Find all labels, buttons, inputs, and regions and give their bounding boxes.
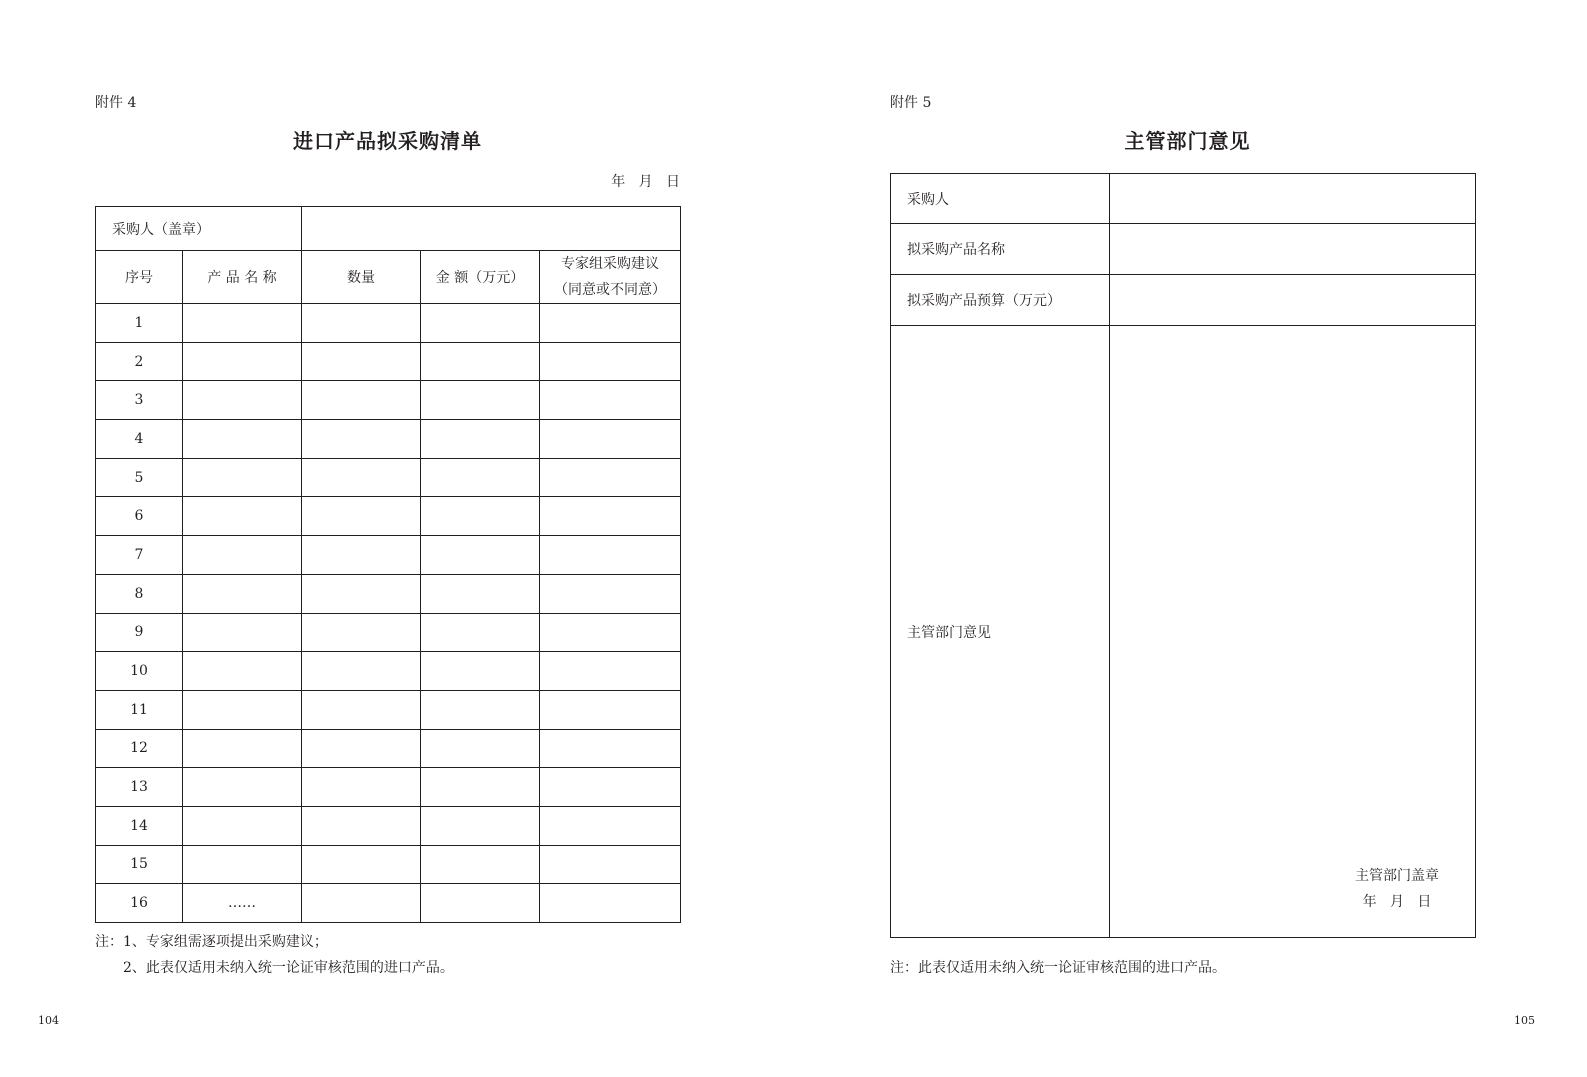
table-row (96, 845, 681, 884)
opinion-row (891, 326, 1476, 938)
row-amount[interactable] (421, 574, 540, 613)
row-quantity[interactable] (302, 690, 421, 729)
row-amount[interactable] (421, 806, 540, 845)
row-amount[interactable] (421, 884, 540, 923)
row-amount[interactable] (421, 613, 540, 652)
row-serial: 5 (96, 458, 183, 497)
row-quantity[interactable] (302, 806, 421, 845)
table-row (96, 690, 681, 729)
row-serial: 6 (96, 497, 183, 536)
table-row (96, 729, 681, 768)
row-amount[interactable] (421, 690, 540, 729)
row-serial: 12 (96, 729, 183, 768)
note-right: 注：此表仅适用未纳入统一论证审核范围的进口产品。 (890, 960, 1226, 976)
row-product-name[interactable] (183, 381, 302, 420)
procurement-list-table (95, 206, 681, 923)
row-expert-advice[interactable] (540, 536, 681, 575)
row-product-name[interactable] (183, 690, 302, 729)
row-serial: 10 (96, 652, 183, 691)
purchaser-label: 采购人（盖章） (96, 207, 302, 251)
table-row (96, 458, 681, 497)
row-amount[interactable] (421, 729, 540, 768)
row-serial: 15 (96, 845, 183, 884)
date-line-left: 年 月 日 (611, 174, 680, 190)
header-amount: 金 额（万元） (421, 251, 540, 304)
row-quantity[interactable] (302, 381, 421, 420)
row-serial: 3 (96, 381, 183, 420)
row-expert-advice[interactable] (540, 497, 681, 536)
header-serial: 序号 (96, 251, 183, 304)
row-quantity[interactable] (302, 652, 421, 691)
row-expert-advice[interactable] (540, 420, 681, 459)
purchaser-label-right: 采购人 (891, 174, 1110, 224)
row-amount[interactable] (421, 845, 540, 884)
row-quantity[interactable] (302, 574, 421, 613)
purchaser-row-right (891, 174, 1476, 224)
annex-label-4: 附件 4 (95, 95, 137, 111)
table-row (96, 536, 681, 575)
opinion-label: 主管部门意见 (891, 326, 1110, 938)
table-row (96, 342, 681, 381)
row-product-name[interactable] (183, 845, 302, 884)
annex-label-5: 附件 5 (890, 95, 932, 111)
row-expert-advice[interactable] (540, 652, 681, 691)
row-expert-advice[interactable] (540, 574, 681, 613)
row-quantity[interactable] (302, 536, 421, 575)
header-expert-advice-line2: （同意或不同意） (554, 282, 666, 298)
budget-value[interactable] (1110, 275, 1476, 326)
product-name-row (891, 224, 1476, 275)
row-expert-advice[interactable] (540, 690, 681, 729)
row-expert-advice[interactable] (540, 884, 681, 923)
table-row (96, 613, 681, 652)
page-title-left: 进口产品拟采购清单 (293, 129, 482, 153)
row-quantity[interactable] (302, 845, 421, 884)
purchaser-value-cell[interactable] (302, 207, 681, 251)
row-product-name[interactable] (183, 420, 302, 459)
row-quantity[interactable] (302, 884, 421, 923)
row-amount[interactable] (421, 768, 540, 807)
note-line-2: 2、此表仅适用未纳入统一论证审核范围的进口产品。 (123, 960, 454, 976)
row-quantity[interactable] (302, 729, 421, 768)
row-amount[interactable] (421, 652, 540, 691)
header-expert-advice (540, 251, 681, 304)
row-expert-advice[interactable] (540, 381, 681, 420)
row-expert-advice[interactable] (540, 768, 681, 807)
row-product-name[interactable] (183, 458, 302, 497)
row-quantity[interactable] (302, 497, 421, 536)
row-amount[interactable] (421, 420, 540, 459)
table-row (96, 497, 681, 536)
row-serial: 7 (96, 536, 183, 575)
row-quantity[interactable] (302, 342, 421, 381)
product-name-value[interactable] (1110, 224, 1476, 275)
table-row (96, 884, 681, 923)
seal-label: 主管部门盖章 (1355, 868, 1439, 884)
row-serial: 2 (96, 342, 183, 381)
row-product-name[interactable] (183, 613, 302, 652)
purchaser-value-right[interactable] (1110, 174, 1476, 224)
seal-block (1355, 863, 1439, 915)
table-row (96, 304, 681, 343)
row-product-name[interactable] (183, 574, 302, 613)
row-amount[interactable] (421, 381, 540, 420)
table-row (96, 806, 681, 845)
row-amount[interactable] (421, 536, 540, 575)
row-quantity[interactable] (302, 420, 421, 459)
row-product-name[interactable] (183, 536, 302, 575)
row-serial: 1 (96, 304, 183, 343)
row-product-name[interactable] (183, 497, 302, 536)
row-product-name[interactable] (183, 806, 302, 845)
table-row (96, 574, 681, 613)
row-product-name[interactable] (183, 342, 302, 381)
row-product-name[interactable] (183, 768, 302, 807)
header-expert-advice-line1: 专家组采购建议 (561, 256, 659, 272)
note-line-1: 注：1、专家组需逐项提出采购建议； (95, 934, 328, 950)
table-row (96, 768, 681, 807)
page-number-right: 105 (1514, 1014, 1535, 1027)
row-expert-advice[interactable] (540, 342, 681, 381)
row-quantity[interactable] (302, 304, 421, 343)
header-product-name: 产 品 名 称 (183, 251, 302, 304)
header-quantity: 数量 (302, 251, 421, 304)
row-serial: 9 (96, 613, 183, 652)
date-line-right: 年 月 日 (1362, 894, 1432, 910)
row-quantity[interactable] (302, 458, 421, 497)
budget-row (891, 275, 1476, 326)
table-row (96, 381, 681, 420)
row-amount[interactable] (421, 458, 540, 497)
row-product-name[interactable] (183, 652, 302, 691)
row-serial: 11 (96, 690, 183, 729)
row-expert-advice[interactable] (540, 458, 681, 497)
row-quantity[interactable] (302, 768, 421, 807)
page-number-left: 104 (38, 1014, 59, 1027)
row-product-name[interactable] (183, 729, 302, 768)
row-expert-advice[interactable] (540, 806, 681, 845)
table-header-row (96, 251, 681, 304)
row-expert-advice[interactable] (540, 729, 681, 768)
row-serial: 14 (96, 806, 183, 845)
row-product-name[interactable]: …… (183, 884, 302, 923)
row-amount[interactable] (421, 342, 540, 381)
row-expert-advice[interactable] (540, 304, 681, 343)
row-quantity[interactable] (302, 613, 421, 652)
row-serial: 13 (96, 768, 183, 807)
row-amount[interactable] (421, 304, 540, 343)
page-title-right: 主管部门意见 (1124, 129, 1251, 153)
product-name-label: 拟采购产品名称 (891, 224, 1110, 275)
purchaser-row (96, 207, 681, 251)
table-row (96, 652, 681, 691)
row-serial: 16 (96, 884, 183, 923)
row-expert-advice[interactable] (540, 845, 681, 884)
row-amount[interactable] (421, 497, 540, 536)
opinion-value-cell[interactable] (1110, 326, 1476, 938)
row-product-name[interactable] (183, 304, 302, 343)
budget-label: 拟采购产品预算（万元） (891, 275, 1110, 326)
row-serial: 8 (96, 574, 183, 613)
table-row (96, 420, 681, 459)
row-serial: 4 (96, 420, 183, 459)
row-expert-advice[interactable] (540, 613, 681, 652)
department-opinion-table (890, 173, 1476, 938)
